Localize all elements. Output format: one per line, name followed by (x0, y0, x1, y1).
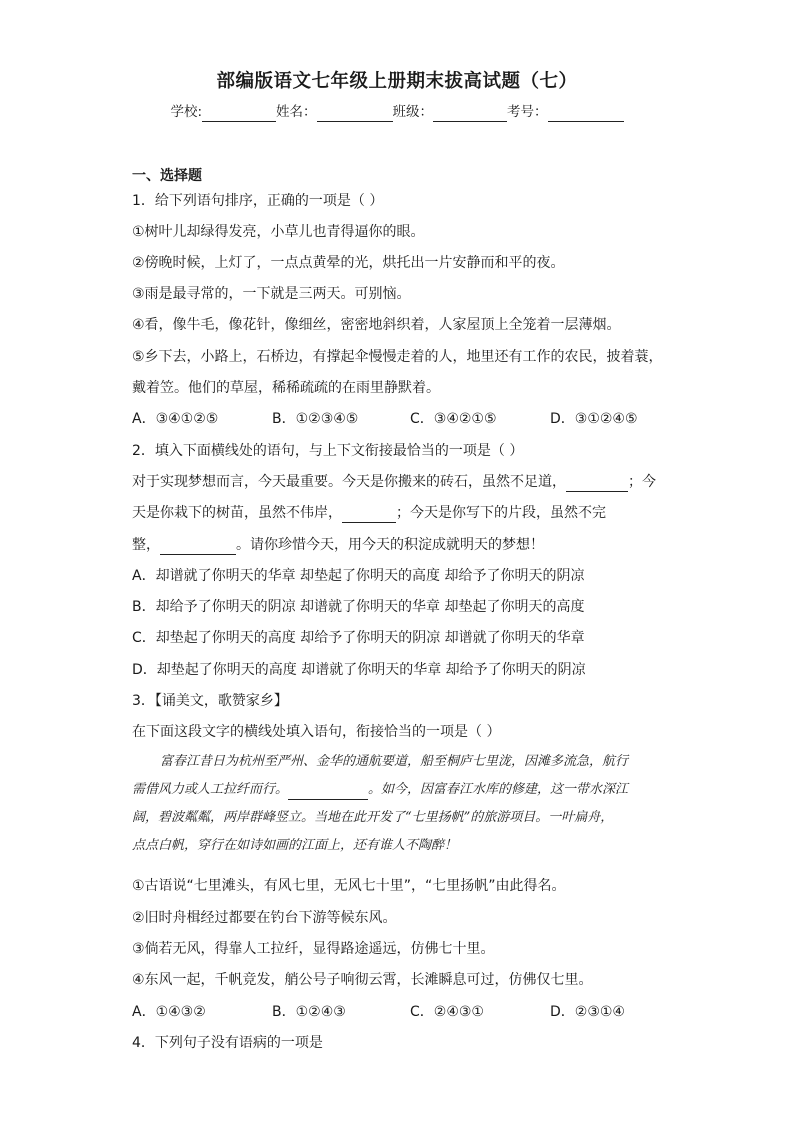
exam-title: 部编版语文七年级上册期末拔高试题（七） (216, 71, 578, 92)
q3-passage-line-1: 富春江昔日为杭州至严州、金华的通航要道，船至桐庐七里泷，因滩多流急，航行 (160, 754, 629, 769)
name-blank[interactable] (317, 106, 393, 122)
q3-passage-line-2 (132, 780, 628, 800)
q3-text: 需借风力或人工拉纤而行。 (132, 782, 289, 797)
q1-option-a[interactable]: A．③④①②⑤ (132, 411, 219, 427)
q2-text: 对于实现梦想而言，今天最重要。今天是你搬来的砖石，虽然不足道， (132, 474, 566, 490)
q3-passage-line-4: 点点白帆，穿行在如诗如画的江面上，还有谁人不陶醉！ (132, 838, 458, 853)
q2-passage-line-3 (132, 535, 544, 555)
q4-stem: 4．下列句子没有语病的一项是 (132, 1035, 323, 1051)
school-label: 学校: (170, 104, 203, 120)
q2-option-b[interactable]: B．却给予了你明天的阴凉 却谱就了你明天的华章 却垫起了你明天的高度 (132, 599, 585, 615)
q1-sentence-5b: 戴着笠。他们的草屋，稀稀疏疏的在雨里静默着。 (132, 380, 440, 396)
q3-passage (132, 752, 662, 864)
q2-text: 天是你栽下的树苗，虽然不伟岸， (132, 505, 342, 521)
q1-option-d[interactable]: D．③①②④⑤ (550, 411, 638, 427)
q3-sentence-1: ①古语说“七里滩头，有风七里，无风七十里”，“七里扬帆”由此得名。 (132, 878, 566, 894)
q3-sentence-2: ②旧时舟楫经过都要在钓台下游等候东风。 (132, 910, 397, 926)
q3-text: 。如今，因富春江水库的修建，这一带水深江 (368, 782, 629, 797)
name-label: 姓名： (276, 104, 317, 120)
q2-option-c[interactable]: C．却垫起了你明天的高度 却给予了你明天的阴凉 却谱就了你明天的华章 (132, 630, 585, 646)
q1-options (132, 409, 638, 429)
class-label: 班级： (392, 104, 434, 120)
q2-passage-line-1 (132, 472, 656, 492)
q2-option-d[interactable]: D．却垫起了你明天的高度 却谱就了你明天的华章 却给予了你明天的阴凉 (132, 662, 586, 678)
q3-sentence-3: ③倘若无风，得靠人工拉纤，显得路途遥远，仿佛七十里。 (132, 941, 495, 957)
q3-option-b[interactable]: B．①②④③ (272, 1004, 346, 1020)
q1-sentence-2: ②傍晚时候，上灯了，一点点黄晕的光，烘托出一片安静而和平的夜。 (132, 255, 565, 271)
q3-blank[interactable] (288, 784, 368, 800)
q2-text: ；今 (628, 474, 656, 490)
q3-option-d[interactable]: D．②③①④ (550, 1004, 625, 1020)
q2-text: ；今天是你写下的片段，虽然不完 (396, 505, 606, 521)
q3-option-c[interactable]: C．②④③① (410, 1004, 484, 1020)
school-blank[interactable] (202, 106, 276, 122)
q3-passage-line-3: 阔，碧波粼粼，两岸群峰竖立。当地在此开发了“七里扬帆”的旅游项目。一叶扁舟， (132, 810, 614, 825)
number-blank[interactable] (548, 106, 624, 122)
q2-stem: 2．填入下面横线处的语句，与上下文衔接最恰当的一项是（ ） (132, 443, 524, 459)
q3-sentence-4: ④东风一起，千帆竞发，艄公号子响彻云霄，长滩瞬息可过，仿佛仅七里。 (132, 972, 593, 988)
student-info-row (0, 102, 794, 122)
q2-blank-2[interactable] (342, 507, 396, 523)
section-heading-choice: 一、选择题 (132, 168, 202, 184)
q3-option-a[interactable]: A．①④③② (132, 1004, 206, 1020)
class-blank[interactable] (433, 106, 507, 122)
q3-options (132, 1002, 625, 1022)
q1-sentence-1: ①树叶儿却绿得发亮，小草儿也青得逼你的眼。 (132, 224, 425, 240)
q2-text: 整， (132, 537, 160, 553)
q2-blank-3[interactable] (160, 539, 236, 555)
q2-blank-1[interactable] (566, 476, 628, 492)
q1-stem: 1．给下列语句排序，正确的一项是（ ） (132, 193, 384, 209)
q3-stem: 3．【诵美文，歌赞家乡】 (132, 693, 288, 709)
number-label: 考号： (507, 104, 548, 120)
q1-option-b[interactable]: B．①②③④⑤ (272, 411, 359, 427)
q1-sentence-5a: ⑤乡下去，小路上，石桥边，有撑起伞慢慢走着的人，地里还有工作的农民，披着蓑， (132, 349, 663, 365)
q1-sentence-4: ④看，像牛毛，像花针，像细丝，密密地斜织着，人家屋顶上全笼着一层薄烟。 (132, 317, 621, 333)
q3-instruction: 在下面这段文字的横线处填入语句，衔接恰当的一项是（ ） (132, 724, 501, 740)
q1-sentence-3: ③雨是最寻常的，一下就是三两天。可别恼。 (132, 286, 411, 302)
q1-option-c[interactable]: C．③④②①⑤ (410, 411, 497, 427)
q2-option-a[interactable]: A．却谱就了你明天的华章 却垫起了你明天的高度 却给予了你明天的阴凉 (132, 568, 585, 584)
q2-passage-line-2 (132, 503, 606, 523)
q2-text: 。请你珍惜今天，用今天的积淀成就明天的梦想！ (236, 537, 544, 553)
